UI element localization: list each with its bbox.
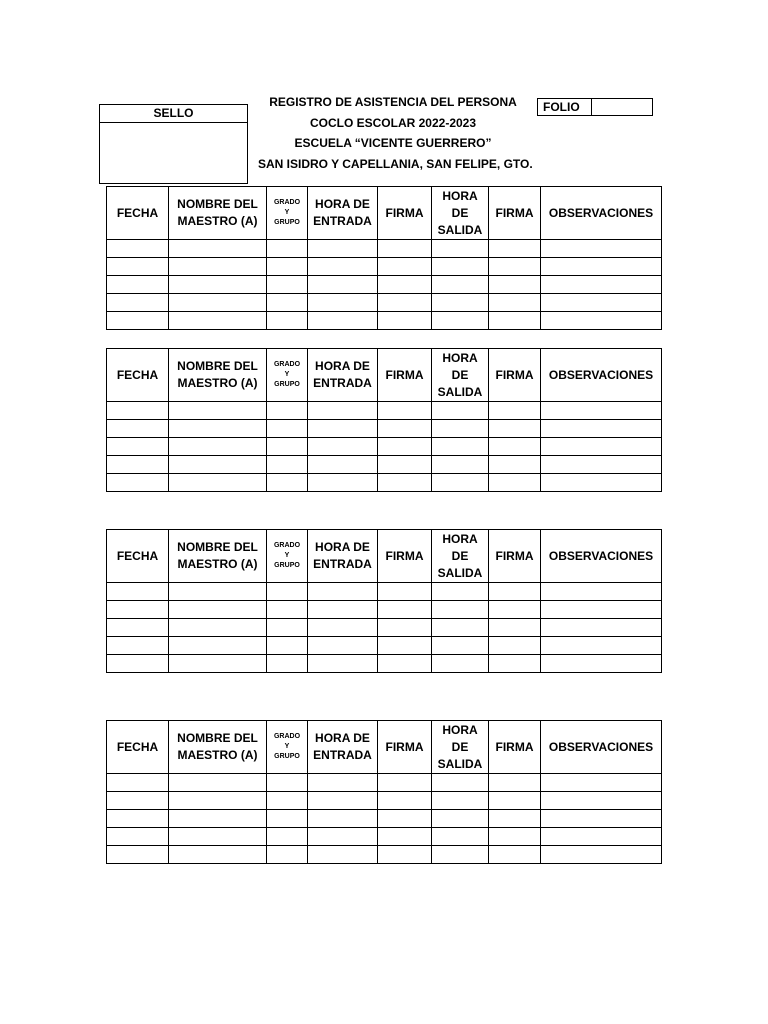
cell-nombre[interactable]: [169, 474, 267, 492]
table-row: [107, 474, 662, 492]
cell-grado[interactable]: [267, 601, 308, 619]
cell-hora-salida[interactable]: [432, 792, 489, 810]
table-row: [107, 294, 662, 312]
column-header-text: ENTRADA: [313, 557, 372, 571]
cell-nombre[interactable]: [169, 792, 267, 810]
table-row: [107, 792, 662, 810]
cell-grado[interactable]: [267, 474, 308, 492]
attendance-table: [106, 186, 662, 330]
cell-grado[interactable]: [267, 276, 308, 294]
cell-hora-entrada[interactable]: [308, 456, 378, 474]
cell-firma-1[interactable]: [378, 619, 432, 637]
table-row: [107, 846, 662, 864]
sello-label: SELLO: [100, 105, 247, 123]
cell-firma-2[interactable]: [489, 583, 541, 601]
cell-hora-entrada[interactable]: [308, 828, 378, 846]
cell-firma-1[interactable]: [378, 456, 432, 474]
cell-fecha[interactable]: [107, 601, 169, 619]
cell-hora-entrada[interactable]: [308, 474, 378, 492]
title-line-1: REGISTRO DE ASISTENCIA DEL PERSONA: [269, 95, 517, 109]
cell-observaciones[interactable]: [541, 420, 662, 438]
attendance-table: [106, 720, 662, 864]
cell-fecha[interactable]: [107, 846, 169, 864]
cell-hora-salida[interactable]: [432, 474, 489, 492]
column-header-text: FIRMA: [385, 205, 424, 220]
column-header-text: FECHA: [116, 205, 159, 220]
cell-hora-salida[interactable]: [432, 774, 489, 792]
column-header-hora-entrada: [308, 187, 378, 240]
cell-fecha[interactable]: [107, 312, 169, 330]
cell-grado[interactable]: [267, 619, 308, 637]
cell-hora-entrada[interactable]: [308, 402, 378, 420]
column-header-text: GRUPO: [274, 219, 300, 226]
attendance-table: [106, 529, 662, 673]
column-header-text: OBSERVACIONES: [548, 739, 654, 754]
cell-firma-1[interactable]: [378, 258, 432, 276]
column-header-text: GRUPO: [274, 753, 300, 760]
cell-grado[interactable]: [267, 810, 308, 828]
column-header-text: NOMBRE DEL: [177, 359, 258, 373]
column-header-text: DE: [451, 548, 469, 563]
cell-fecha[interactable]: [107, 456, 169, 474]
cell-firma-2[interactable]: [489, 828, 541, 846]
cell-firma-1[interactable]: [378, 828, 432, 846]
cell-hora-entrada[interactable]: [308, 583, 378, 601]
cell-hora-entrada[interactable]: [308, 294, 378, 312]
cell-firma-1[interactable]: [378, 438, 432, 456]
document-title: [258, 92, 533, 174]
cell-fecha[interactable]: [107, 420, 169, 438]
cell-firma-2[interactable]: [489, 294, 541, 312]
column-header-hora-entrada: [308, 349, 378, 402]
table-header-row: [107, 349, 662, 402]
cell-firma-1[interactable]: [378, 583, 432, 601]
column-header-text: Y: [284, 552, 290, 559]
table-row: [107, 276, 662, 294]
cell-hora-entrada[interactable]: [308, 601, 378, 619]
cell-fecha[interactable]: [107, 276, 169, 294]
cell-hora-entrada[interactable]: [308, 258, 378, 276]
cell-nombre[interactable]: [169, 258, 267, 276]
cell-hora-salida[interactable]: [432, 294, 489, 312]
cell-fecha[interactable]: [107, 792, 169, 810]
column-header-text: FIRMA: [495, 367, 534, 382]
cell-observaciones[interactable]: [541, 655, 662, 673]
cell-observaciones[interactable]: [541, 312, 662, 330]
cell-nombre[interactable]: [169, 456, 267, 474]
table-row: [107, 258, 662, 276]
cell-hora-salida[interactable]: [432, 438, 489, 456]
cell-hora-salida[interactable]: [432, 456, 489, 474]
cell-hora-salida[interactable]: [432, 240, 489, 258]
column-header-text: HORA DE: [315, 359, 370, 373]
column-header-text: FECHA: [116, 739, 159, 754]
cell-firma-1[interactable]: [378, 294, 432, 312]
cell-grado[interactable]: [267, 420, 308, 438]
column-header-grado: [267, 530, 308, 583]
cell-firma-2[interactable]: [489, 258, 541, 276]
cell-firma-1[interactable]: [378, 792, 432, 810]
cell-hora-salida[interactable]: [432, 655, 489, 673]
cell-firma-1[interactable]: [378, 240, 432, 258]
cell-nombre[interactable]: [169, 846, 267, 864]
cell-grado[interactable]: [267, 258, 308, 276]
cell-grado[interactable]: [267, 312, 308, 330]
column-header-nombre: [169, 721, 267, 774]
column-header-hora-entrada: [308, 721, 378, 774]
cell-grado[interactable]: [267, 792, 308, 810]
cell-grado[interactable]: [267, 828, 308, 846]
cell-grado[interactable]: [267, 294, 308, 312]
column-header-text: MAESTRO (A): [177, 557, 258, 571]
cell-hora-entrada[interactable]: [308, 792, 378, 810]
column-header-hora-salida: [432, 721, 489, 774]
cell-firma-2[interactable]: [489, 312, 541, 330]
column-header-text: ENTRADA: [313, 214, 372, 228]
cell-nombre[interactable]: [169, 294, 267, 312]
column-header-text: Y: [284, 371, 290, 378]
title-line-4: SAN ISIDRO Y CAPELLANIA, SAN FELIPE, GTO.: [258, 156, 533, 171]
cell-hora-salida[interactable]: [432, 637, 489, 655]
cell-observaciones[interactable]: [541, 240, 662, 258]
cell-hora-salida[interactable]: [432, 583, 489, 601]
column-header-firma-1: [378, 349, 432, 402]
column-header-text: GRADO: [273, 733, 301, 740]
cell-observaciones[interactable]: [541, 810, 662, 828]
table-row: [107, 240, 662, 258]
cell-observaciones[interactable]: [541, 601, 662, 619]
column-header-firma-2: [489, 530, 541, 583]
column-header-text: OBSERVACIONES: [548, 367, 654, 382]
column-header-text: FECHA: [116, 367, 159, 382]
cell-hora-salida[interactable]: [432, 601, 489, 619]
table-header-row: [107, 530, 662, 583]
cell-nombre[interactable]: [169, 601, 267, 619]
cell-hora-entrada[interactable]: [308, 637, 378, 655]
table-header-row: [107, 721, 662, 774]
table-header-row: [107, 187, 662, 240]
table-row: [107, 774, 662, 792]
column-header-text: SALIDA: [437, 565, 483, 580]
column-header-text: HORA DE: [315, 197, 370, 211]
cell-fecha[interactable]: [107, 583, 169, 601]
attendance-table: [106, 348, 662, 492]
cell-nombre[interactable]: [169, 810, 267, 828]
cell-observaciones[interactable]: [541, 294, 662, 312]
cell-firma-2[interactable]: [489, 276, 541, 294]
cell-observaciones[interactable]: [541, 474, 662, 492]
cell-nombre[interactable]: [169, 828, 267, 846]
cell-observaciones[interactable]: [541, 583, 662, 601]
cell-nombre[interactable]: [169, 637, 267, 655]
cell-observaciones[interactable]: [541, 792, 662, 810]
cell-firma-2[interactable]: [489, 420, 541, 438]
title-line-3: ESCUELA “VICENTE GUERRERO”: [294, 136, 492, 150]
cell-fecha[interactable]: [107, 637, 169, 655]
cell-firma-2[interactable]: [489, 655, 541, 673]
cell-observaciones[interactable]: [541, 846, 662, 864]
column-header-text: MAESTRO (A): [177, 376, 258, 390]
cell-firma-2[interactable]: [489, 846, 541, 864]
cell-observaciones[interactable]: [541, 456, 662, 474]
cell-hora-entrada[interactable]: [308, 438, 378, 456]
cell-firma-1[interactable]: [378, 474, 432, 492]
cell-observaciones[interactable]: [541, 774, 662, 792]
column-header-text: FECHA: [116, 548, 159, 563]
column-header-text: HORA DE: [315, 540, 370, 554]
cell-grado[interactable]: [267, 456, 308, 474]
column-header-text: HORA: [442, 188, 478, 203]
table-row: [107, 312, 662, 330]
column-header-text: FIRMA: [385, 739, 424, 754]
cell-firma-2[interactable]: [489, 456, 541, 474]
column-header-text: ENTRADA: [313, 748, 372, 762]
column-header-text: GRADO: [273, 199, 301, 206]
cell-hora-entrada[interactable]: [308, 420, 378, 438]
table-row: [107, 438, 662, 456]
column-header-text: SALIDA: [437, 222, 483, 237]
cell-firma-1[interactable]: [378, 846, 432, 864]
column-header-text: Y: [284, 743, 290, 750]
cell-firma-1[interactable]: [378, 312, 432, 330]
column-header-text: NOMBRE DEL: [177, 540, 258, 554]
column-header-grado: [267, 349, 308, 402]
column-header-text: SALIDA: [437, 756, 483, 771]
cell-fecha[interactable]: [107, 774, 169, 792]
column-header-text: DE: [451, 739, 469, 754]
cell-nombre[interactable]: [169, 655, 267, 673]
cell-nombre[interactable]: [169, 240, 267, 258]
cell-hora-salida[interactable]: [432, 846, 489, 864]
column-header-text: MAESTRO (A): [177, 214, 258, 228]
cell-fecha[interactable]: [107, 402, 169, 420]
cell-firma-1[interactable]: [378, 276, 432, 294]
column-header-text: NOMBRE DEL: [177, 197, 258, 211]
cell-firma-2[interactable]: [489, 637, 541, 655]
column-header-firma-1: [378, 721, 432, 774]
cell-firma-2[interactable]: [489, 438, 541, 456]
column-header-text: GRADO: [273, 542, 301, 549]
column-header-text: FIRMA: [385, 548, 424, 563]
column-header-nombre: [169, 349, 267, 402]
cell-firma-1[interactable]: [378, 420, 432, 438]
cell-nombre[interactable]: [169, 402, 267, 420]
cell-firma-1[interactable]: [378, 637, 432, 655]
column-header-nombre: [169, 530, 267, 583]
column-header-fecha: [107, 721, 169, 774]
cell-hora-salida[interactable]: [432, 828, 489, 846]
cell-firma-2[interactable]: [489, 774, 541, 792]
column-header-text: HORA: [442, 531, 478, 546]
folio-label: FOLIO: [538, 99, 592, 115]
cell-hora-entrada[interactable]: [308, 619, 378, 637]
cell-grado[interactable]: [267, 583, 308, 601]
cell-observaciones[interactable]: [541, 637, 662, 655]
column-header-text: HORA: [442, 722, 478, 737]
table-row: [107, 420, 662, 438]
cell-firma-1[interactable]: [378, 655, 432, 673]
cell-hora-salida[interactable]: [432, 402, 489, 420]
cell-hora-salida[interactable]: [432, 420, 489, 438]
table-row: [107, 402, 662, 420]
column-header-text: DE: [451, 205, 469, 220]
table-row: [107, 828, 662, 846]
column-header-text: OBSERVACIONES: [548, 205, 654, 220]
cell-observaciones[interactable]: [541, 258, 662, 276]
column-header-text: FIRMA: [495, 205, 534, 220]
table-row: [107, 655, 662, 673]
cell-hora-salida[interactable]: [432, 258, 489, 276]
column-header-observaciones: [541, 349, 662, 402]
cell-fecha[interactable]: [107, 438, 169, 456]
table-row: [107, 601, 662, 619]
column-header-text: HORA: [442, 350, 478, 365]
column-header-fecha: [107, 187, 169, 240]
cell-hora-entrada[interactable]: [308, 276, 378, 294]
cell-fecha[interactable]: [107, 258, 169, 276]
column-header-text: GRADO: [273, 361, 301, 368]
cell-fecha[interactable]: [107, 828, 169, 846]
column-header-text: DE: [451, 367, 469, 382]
cell-hora-entrada[interactable]: [308, 774, 378, 792]
column-header-text: MAESTRO (A): [177, 748, 258, 762]
column-header-firma-2: [489, 721, 541, 774]
table-row: [107, 619, 662, 637]
column-header-text: SALIDA: [437, 384, 483, 399]
column-header-text: ENTRADA: [313, 376, 372, 390]
cell-hora-entrada[interactable]: [308, 312, 378, 330]
cell-grado[interactable]: [267, 438, 308, 456]
cell-fecha[interactable]: [107, 655, 169, 673]
column-header-hora-salida: [432, 187, 489, 240]
cell-nombre[interactable]: [169, 420, 267, 438]
cell-firma-1[interactable]: [378, 402, 432, 420]
column-header-observaciones: [541, 187, 662, 240]
cell-firma-2[interactable]: [489, 619, 541, 637]
column-header-firma-2: [489, 349, 541, 402]
cell-firma-1[interactable]: [378, 810, 432, 828]
cell-grado[interactable]: [267, 637, 308, 655]
cell-hora-salida[interactable]: [432, 312, 489, 330]
cell-observaciones[interactable]: [541, 828, 662, 846]
column-header-hora-salida: [432, 530, 489, 583]
column-header-text: Y: [284, 209, 290, 216]
column-header-nombre: [169, 187, 267, 240]
cell-firma-2[interactable]: [489, 601, 541, 619]
column-header-text: GRUPO: [274, 381, 300, 388]
cell-hora-entrada[interactable]: [308, 846, 378, 864]
cell-firma-2[interactable]: [489, 810, 541, 828]
cell-fecha[interactable]: [107, 294, 169, 312]
table-row: [107, 456, 662, 474]
cell-hora-salida[interactable]: [432, 810, 489, 828]
column-header-firma-2: [489, 187, 541, 240]
column-header-text: FIRMA: [495, 548, 534, 563]
column-header-grado: [267, 721, 308, 774]
column-header-fecha: [107, 530, 169, 583]
column-header-firma-1: [378, 187, 432, 240]
cell-nombre[interactable]: [169, 583, 267, 601]
column-header-hora-salida: [432, 349, 489, 402]
folio-field[interactable]: [592, 99, 652, 115]
cell-firma-1[interactable]: [378, 774, 432, 792]
column-header-text: FIRMA: [495, 739, 534, 754]
cell-fecha[interactable]: [107, 474, 169, 492]
column-header-text: OBSERVACIONES: [548, 548, 654, 563]
cell-observaciones[interactable]: [541, 619, 662, 637]
table-row: [107, 637, 662, 655]
cell-grado[interactable]: [267, 240, 308, 258]
folio-box: [537, 98, 653, 116]
column-header-text: GRUPO: [274, 562, 300, 569]
cell-observaciones[interactable]: [541, 438, 662, 456]
sello-box: [99, 104, 248, 184]
table-row: [107, 583, 662, 601]
cell-fecha[interactable]: [107, 240, 169, 258]
cell-hora-entrada[interactable]: [308, 655, 378, 673]
column-header-firma-1: [378, 530, 432, 583]
cell-nombre[interactable]: [169, 312, 267, 330]
cell-nombre[interactable]: [169, 619, 267, 637]
table-row: [107, 810, 662, 828]
cell-observaciones[interactable]: [541, 402, 662, 420]
cell-firma-1[interactable]: [378, 601, 432, 619]
cell-observaciones[interactable]: [541, 276, 662, 294]
cell-fecha[interactable]: [107, 810, 169, 828]
cell-hora-salida[interactable]: [432, 619, 489, 637]
cell-grado[interactable]: [267, 774, 308, 792]
column-header-text: FIRMA: [385, 367, 424, 382]
column-header-text: NOMBRE DEL: [177, 731, 258, 745]
cell-firma-2[interactable]: [489, 792, 541, 810]
title-line-2: COCLO ESCOLAR 2022-2023: [309, 115, 477, 130]
cell-hora-entrada[interactable]: [308, 810, 378, 828]
cell-grado[interactable]: [267, 402, 308, 420]
cell-nombre[interactable]: [169, 438, 267, 456]
cell-firma-2[interactable]: [489, 474, 541, 492]
cell-fecha[interactable]: [107, 619, 169, 637]
column-header-fecha: [107, 349, 169, 402]
column-header-hora-entrada: [308, 530, 378, 583]
cell-hora-entrada[interactable]: [308, 240, 378, 258]
cell-nombre[interactable]: [169, 774, 267, 792]
cell-grado[interactable]: [267, 655, 308, 673]
cell-hora-salida[interactable]: [432, 276, 489, 294]
cell-firma-2[interactable]: [489, 402, 541, 420]
column-header-observaciones: [541, 530, 662, 583]
column-header-text: HORA DE: [315, 731, 370, 745]
column-header-grado: [267, 187, 308, 240]
column-header-observaciones: [541, 721, 662, 774]
cell-grado[interactable]: [267, 846, 308, 864]
cell-nombre[interactable]: [169, 276, 267, 294]
cell-firma-2[interactable]: [489, 240, 541, 258]
